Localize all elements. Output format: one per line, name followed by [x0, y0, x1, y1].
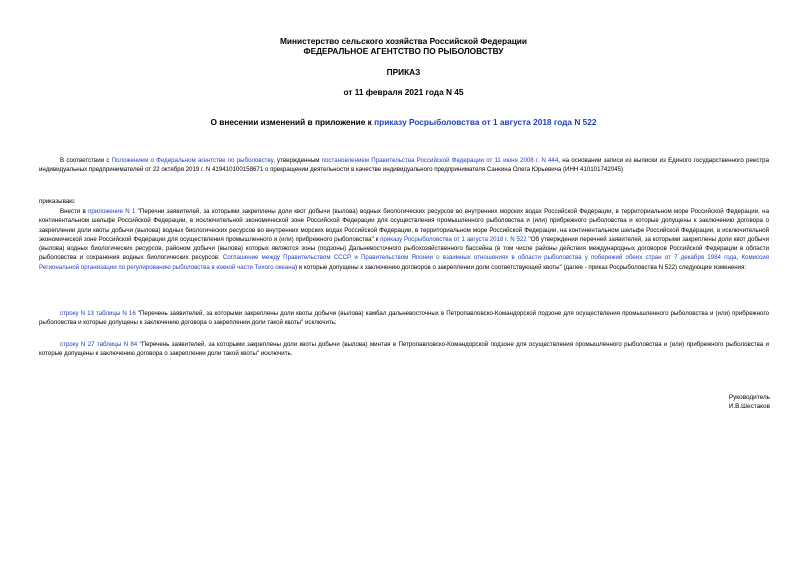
title-prefix: О внесении изменений в приложение к: [210, 117, 375, 127]
preamble-text-2: , утвержденным: [273, 157, 322, 164]
government-decree-link[interactable]: постановлением Правительства Российской Федерации от 11 июня 2008 г. N 444: [321, 157, 559, 164]
amendment-item-2: [39, 340, 769, 359]
document-title: [0, 117, 807, 127]
ministry-heading: Министерство сельского хозяйства Российской Федерации: [280, 36, 527, 46]
ussr-japan-agreement-link[interactable]: Соглашение между Правительством СССР и Правительством Японии о взаимных отношениях в области рыболовства у побережий обеих стран от 7 декабря 1984 года: [222, 254, 737, 262]
amendment-item-1: [39, 309, 769, 328]
main-text-1: Внести в: [60, 208, 89, 215]
doc-type-heading: ПРИКАЗ: [386, 67, 421, 77]
appendix-link[interactable]: приложение N 1: [88, 208, 136, 215]
preamble-paragraph: [39, 156, 769, 175]
main-text-2: "Перечни заявителей, за которыми закреплены доли квот добычи (вылова) водных биологических ресурсов во внутренних морских водах Российской Федерации, в территориальном море Российской Федерации, на континентальном шельфе Российской Федерации, в исключительной экономической зоне Российской Федерации для осуществления промышленного рыболовства и (или) прибрежного рыболовства и которые допущены к заключению договора о закреплении доли квоты добычи (вылова) водных биологических ресурсов во внутренних морских водах Российской Федерации, в территориальном море Российской Федерации, на континентальном шельфе Российской Федерации, в исключительной экономической зоне Российской Федерации для осуществления промышленного и (или) прибрежного рыболовства" к: [39, 208, 769, 243]
amendment-item-1-text: "Перечень заявителей, за которыми закреплены доли квоты добычи (вылова) камбал дальневосточных в Петропавловско-Командорской подзоне для осуществления промышленного рыболовства и (или) прибрежного рыболовства и которые допущены к заключению договора о закреплении доли такой квоты" исключить;: [39, 310, 769, 327]
main-text-4: ,: [736, 254, 742, 262]
fisheries-commission-link[interactable]: Комиссия Региональной организации по регулированию рыболовства в южной части Тихого океана: [39, 254, 769, 271]
title-link[interactable]: приказу Росрыболовства от 1 августа 2018 года N 522: [374, 117, 597, 127]
date-number-heading: от 11 февраля 2021 года N 45: [343, 87, 464, 97]
agency-heading: ФЕДЕРАЛЬНОЕ АГЕНТСТВО ПО РЫБОЛОВСТВУ: [303, 46, 504, 56]
table-84-row-27-link[interactable]: строку N 27 таблицы N 84: [60, 341, 138, 348]
amendment-item-2-text: "Перечень заявителей, за которыми закреплены доли квоты добычи (вылова) минтая в Петропавловско-Командорской подзоне для осуществления промышленного рыболовства и (или) прибрежного рыболовства и которые допущены к заключению договора о закреплении доли такой квоты" исключить.: [39, 341, 769, 358]
main-paragraph: [39, 207, 769, 272]
table-16-row-13-link[interactable]: строку N 13 таблицы N 16: [60, 310, 136, 317]
preamble-text-3: , на основании записи из выписки из Единого государственного реестра индивидуальных предпринимателей от 22 октября 2019 г. N 419410100158671 о прекращении деятельности в качестве индивидуального предпринимателя Санкина Олега Юрьевича (ИНН 410101742045): [39, 157, 770, 174]
main-text-5: ) и которые допущены к заключению договоров о закреплении доли соответствующей квоты" (далее - приказ Росрыболовства N 522) следующие изменения:: [295, 263, 747, 271]
signatory-role: Руководитель: [728, 394, 770, 401]
order-word: приказываю:: [39, 198, 76, 205]
signatory-name: И.В.Шестаков: [728, 403, 770, 411]
order-522-link[interactable]: приказу Росрыболовства от 1 августа 2018 г. N 522: [380, 235, 527, 243]
main-text-3: "Об утверждении перечней заявителей, за которыми закреплены доли квот добычи (вылова) водных биологических ресурсов, районом добычи (вылова) которых являются зоны (подзоны) Дальневосточного рыбохозяйственного бассейна (в том числе районы действия международных договоров Российской Федерации в области рыболовства и сохранения водных биологических ресурсов:: [39, 235, 769, 262]
preamble-text-1: В соответствии с: [60, 157, 112, 164]
signature-block: [729, 393, 770, 412]
regulation-link[interactable]: Положением о Федеральном агентстве по рыболовству: [111, 157, 274, 164]
